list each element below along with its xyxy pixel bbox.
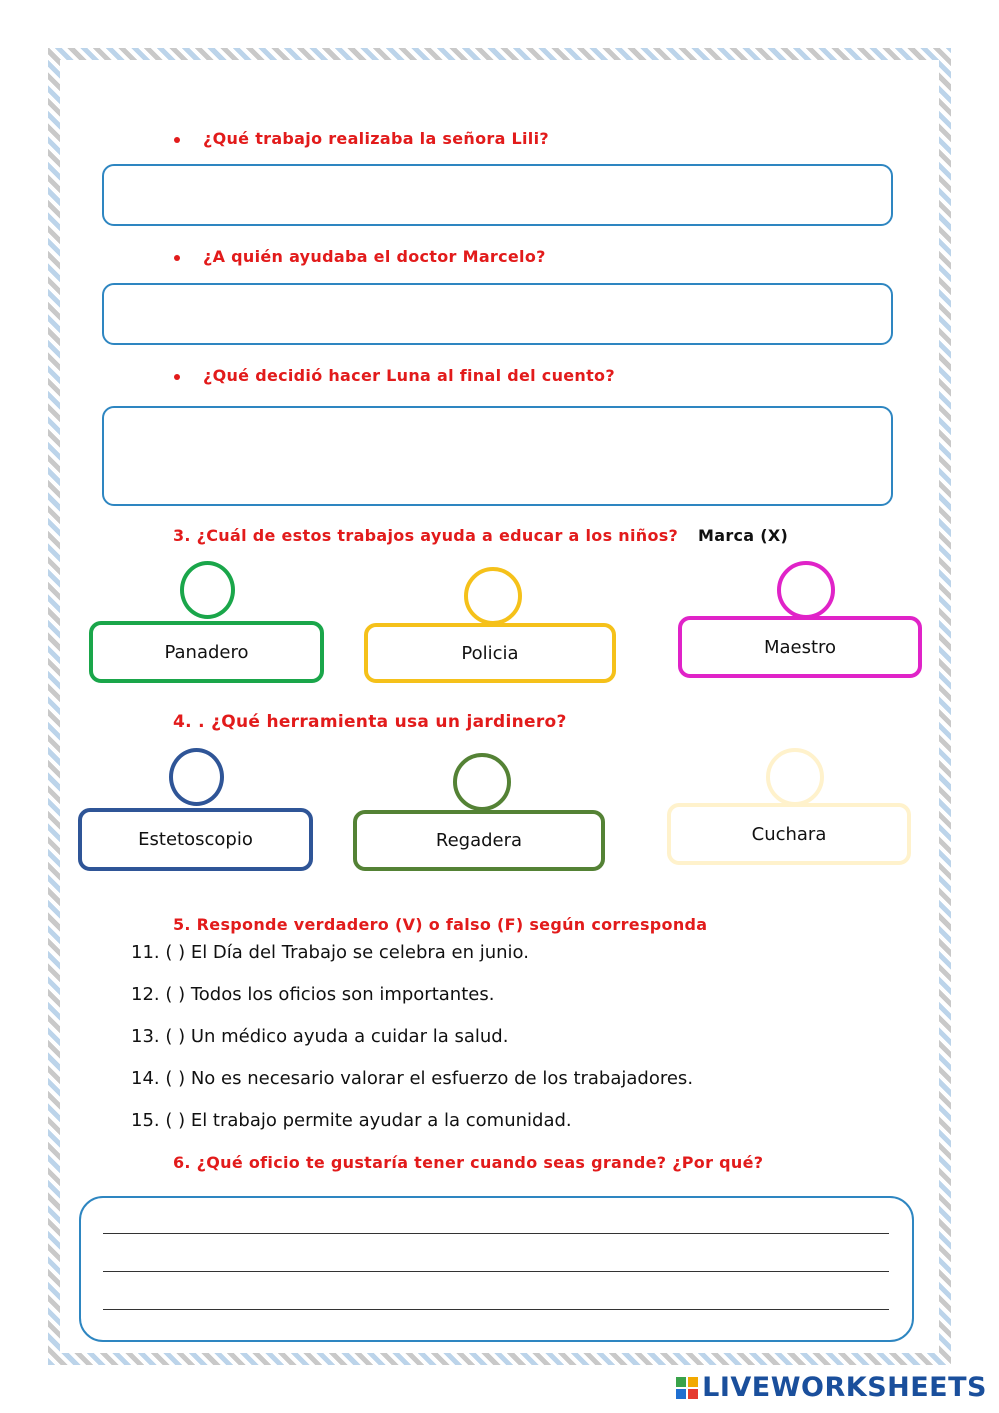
- option-regadera-label: Regadera: [435, 830, 523, 851]
- option-ring-policia[interactable]: [464, 567, 522, 625]
- option-regadera[interactable]: [353, 810, 605, 871]
- option-maestro-label: Maestro: [763, 636, 837, 658]
- marca-instruction: Marca (X): [698, 526, 789, 545]
- tf-item-15[interactable]: 15. ( ) El trabajo permite ayudar a la comunidad.: [131, 1110, 572, 1131]
- option-ring-estetoscopio[interactable]: [169, 748, 224, 806]
- writing-line-3: [103, 1309, 889, 1310]
- tf-item-11[interactable]: 11. ( ) El Día del Trabajo se celebra en junio.: [131, 942, 529, 963]
- option-panadero-label: Panadero: [164, 641, 249, 663]
- answer-box-1[interactable]: [102, 164, 893, 226]
- option-policia[interactable]: [364, 623, 616, 683]
- question-future-job-text: 6. ¿Qué oficio te gustaría tener cuando seas grande? ¿Por qué?: [173, 1153, 764, 1172]
- answer-box-2[interactable]: [102, 283, 893, 345]
- question-gardener-text: 4. . ¿Qué herramienta usa un jardinero?: [173, 712, 567, 732]
- question-educate-text: 3. ¿Cuál de estos trabajos ayuda a educar a los niños?: [173, 526, 679, 545]
- logo-text: LIVEWORKSHEETS: [702, 1372, 987, 1403]
- final-answer-box[interactable]: [79, 1196, 914, 1342]
- bullet-icon: [174, 374, 180, 380]
- question-truefalse-text: 5. Responde verdadero (V) o falso (F) según corresponda: [173, 915, 708, 934]
- writing-line-1: [103, 1233, 889, 1234]
- question-2-text: ¿A quién ayudaba el doctor Marcelo?: [203, 247, 546, 266]
- bullet-icon: [174, 255, 180, 261]
- tf-item-12[interactable]: 12. ( ) Todos los oficios son importantes.: [131, 984, 495, 1005]
- tf-item-14[interactable]: 14. ( ) No es necesario valorar el esfuerzo de los trabajadores.: [131, 1068, 694, 1089]
- writing-line-2: [103, 1271, 889, 1272]
- question-1-text: ¿Qué trabajo realizaba la señora Lili?: [203, 129, 549, 148]
- answer-box-3[interactable]: [102, 406, 893, 506]
- question-3-text: ¿Qué decidió hacer Luna al final del cuento?: [203, 366, 615, 385]
- option-estetoscopio[interactable]: [78, 808, 313, 871]
- option-maestro[interactable]: [678, 616, 922, 678]
- tf-item-13[interactable]: 13. ( ) Un médico ayuda a cuidar la salud.: [131, 1026, 509, 1047]
- bullet-icon: [174, 137, 180, 143]
- option-ring-cuchara[interactable]: [766, 748, 824, 806]
- option-estetoscopio-label: Estetoscopio: [138, 829, 253, 850]
- option-ring-maestro[interactable]: [777, 561, 835, 619]
- option-policia-label: Policia: [461, 642, 519, 664]
- option-cuchara-label: Cuchara: [751, 823, 827, 845]
- logo-blocks-icon: [676, 1377, 698, 1399]
- option-panadero[interactable]: [89, 621, 324, 683]
- liveworksheets-logo: [676, 1372, 987, 1403]
- option-cuchara[interactable]: [667, 803, 911, 865]
- question-educate-title: [173, 526, 788, 545]
- option-ring-regadera[interactable]: [453, 753, 511, 811]
- option-ring-panadero[interactable]: [180, 561, 235, 619]
